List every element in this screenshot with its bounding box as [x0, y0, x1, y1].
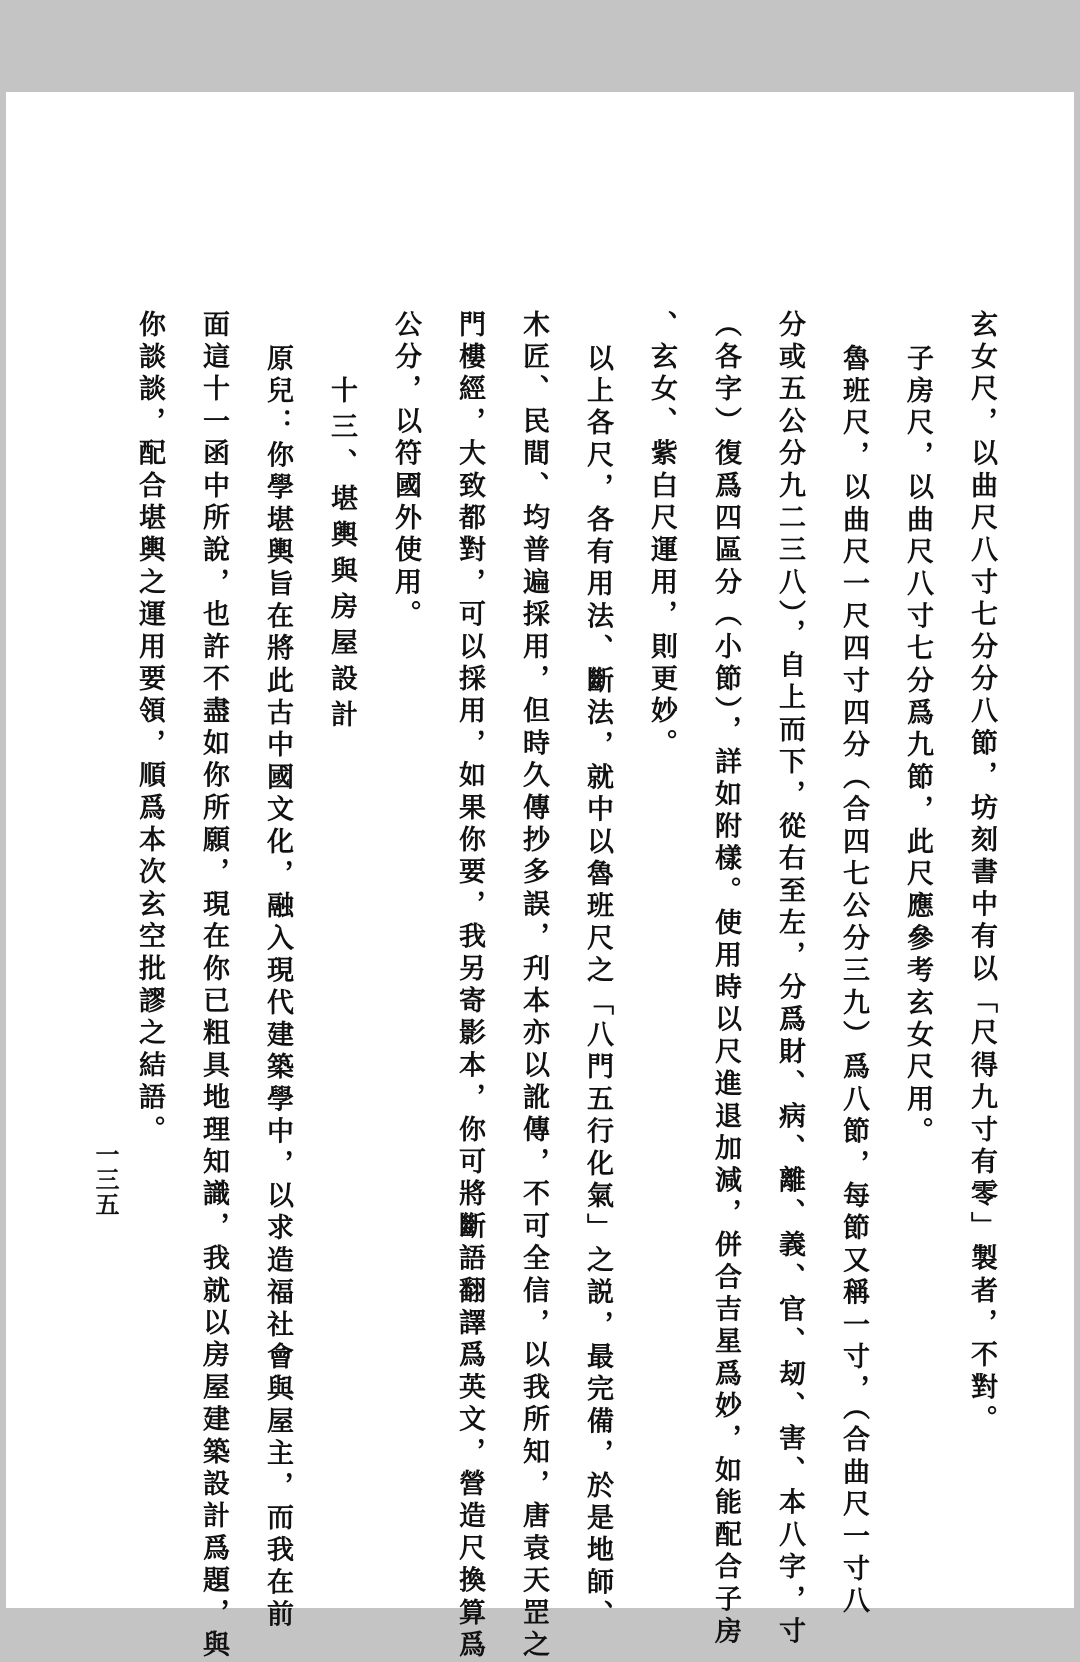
- book-page: [6, 92, 1074, 1662]
- page-number: 一三五: [91, 1142, 120, 1217]
- text-column-5: （各字）復爲四區分（小節），詳如附樣。使用時以尺進退加減，併合吉星爲妙，如能配合子房: [710, 310, 741, 1649]
- text-column-1: 玄女尺，以曲尺八寸七分分八節，坊刻書中有以「尺得九寸有零」製者，不對。: [966, 310, 997, 1437]
- text-column-2: 子房尺，以曲尺八寸七分爲九節，此尺應參考玄女尺用。: [902, 344, 933, 1149]
- section-heading: 十三、堪輿與房屋設計: [326, 376, 357, 736]
- text-column-3: 魯班尺，以曲尺一尺四寸四分（合四七公分三九）爲八節，每節又稱一寸，（合曲尺一寸八: [838, 344, 869, 1619]
- text-column-9: 門樓經，大致都對，可以採用，如果你要，我另寄影本，你可將斷語翻譯爲英文，營造尺換算爲: [454, 310, 485, 1662]
- text-column-12: 面這十一函中所說，也許不盡如你所願，現在你已粗具地理知識，我就以房屋建築設計爲題，與: [198, 310, 229, 1662]
- text-column-10: 公分，以符國外使用。: [390, 310, 421, 632]
- text-column-11: 原兒：你學堪輿旨在將此古中國文化，融入現代建築學中，以求造福社會與屋主，而我在前: [262, 344, 293, 1632]
- text-column-6: 、玄女、紫白尺運用，則更妙。: [646, 310, 677, 761]
- text-column-8: 木匠、民間、均普遍採用，但時久傳抄多誤，刋本亦以訛傳，不可全信，以我所知，唐袁天罡之: [518, 310, 549, 1662]
- text-column-13: 你談談，配合堪輿之運用要領，順爲本次玄空批謬之結語。: [134, 310, 165, 1148]
- text-column-4: 分或五公分九二三八），自上而下，從右至左，分爲財、病、離、義、官、刼、害、本八字，寸: [774, 310, 805, 1649]
- text-column-7: 以上各尺，各有用法、斷法，就中以魯班尺之「八門五行化氣」之説，最完備，於是地師、: [582, 344, 613, 1632]
